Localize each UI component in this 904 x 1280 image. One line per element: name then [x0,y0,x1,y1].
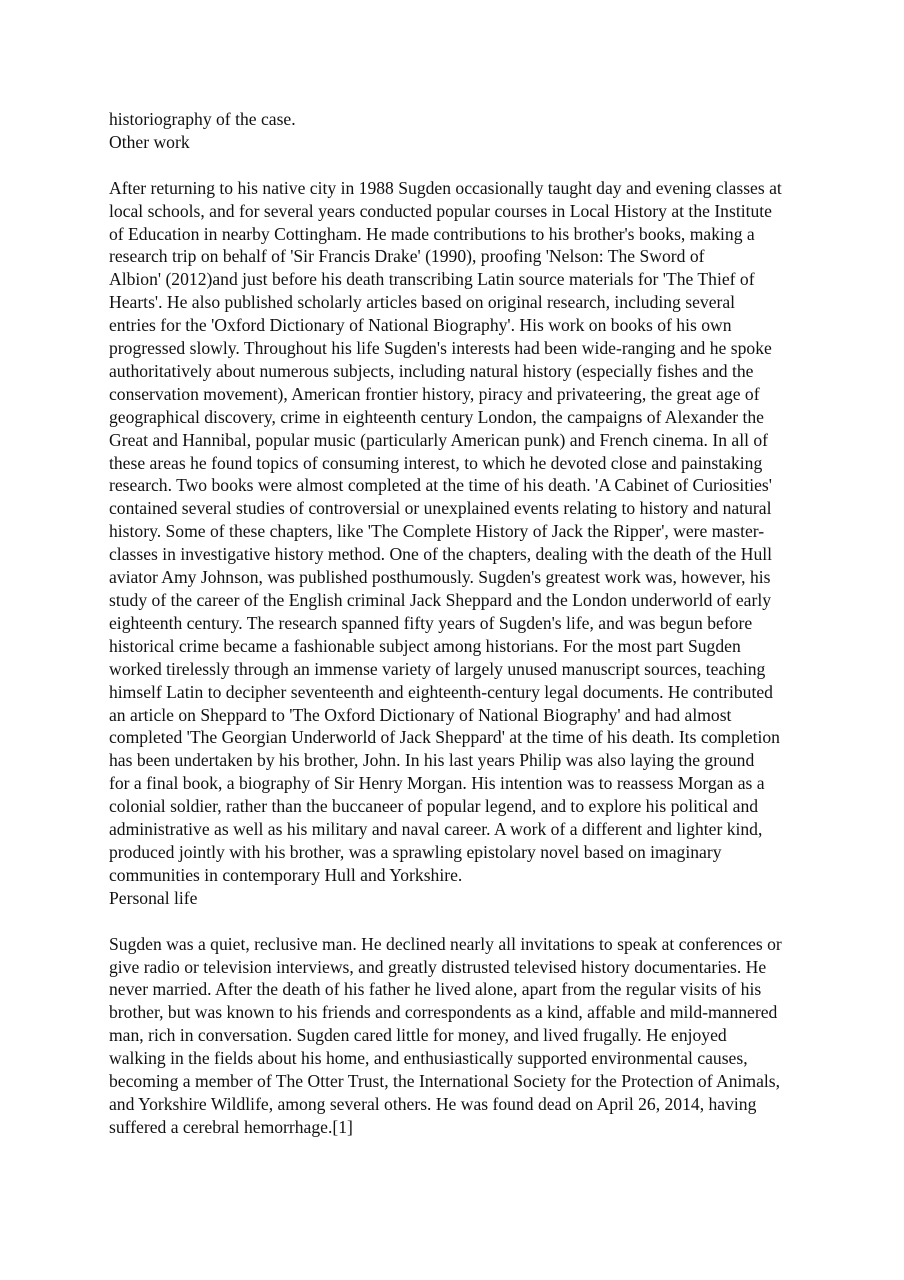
section-paragraph [109,177,801,887]
paragraph-line: has been undertaken by his brother, John. In his last years Philip was also laying the ground [109,750,755,771]
paragraph-line: these areas he found topics of consuming interest, to which he devoted close and painstaking [109,452,763,473]
paragraph-line: suffered a cerebral hemorrhage.[1] [109,1116,353,1137]
paragraph-line: brother, but was known to his friends and correspondents as a kind, affable and mild-mannered [109,1002,778,1023]
paragraph-line: geographical discovery, crime in eighteenth century London, the campaigns of Alexander the [109,406,764,427]
paragraph-line: historical crime became a fashionable subject among historians. For the most part Sugden [109,635,741,656]
paragraph-gap [109,154,801,177]
paragraph-line: contained several studies of controversial or unexplained events relating to history and natural [109,498,772,519]
paragraph-line: history. Some of these chapters, like 'The Complete History of Jack the Ripper', were master- [109,521,765,542]
paragraph-line: local schools, and for several years conducted popular courses in Local History at the Institute [109,200,772,221]
paragraph-line: never married. After the death of his father he lived alone, apart from the regular visits of his [109,979,762,1000]
paragraph-line: aviator Amy Johnson, was published posthumously. Sugden's greatest work was, however, his [109,567,771,588]
paragraph-line: conservation movement), American frontier history, piracy and privateering, the great age of [109,383,760,404]
paragraph-line: give radio or television interviews, and greatly distrusted televised history documentaries. He [109,956,767,977]
paragraph-line: for a final book, a biography of Sir Henry Morgan. His intention was to reassess Morgan as a [109,773,765,794]
paragraph-line: himself Latin to decipher seventeenth and eighteenth-century legal documents. He contributed [109,681,773,702]
paragraph-line: produced jointly with his brother, was a sprawling epistolary novel based on imaginary [109,841,722,862]
paragraph-line: worked tirelessly through an immense variety of largely unused manuscript sources, teaching [109,658,766,679]
paragraph-line: and Yorkshire Wildlife, among several others. He was found dead on April 26, 2014, having [109,1093,757,1114]
paragraph-line: becoming a member of The Otter Trust, the International Society for the Protection of Animals, [109,1071,781,1092]
paragraph-line: classes in investigative history method. One of the chapters, dealing with the death of the Hull [109,544,773,565]
document-body [109,108,801,1139]
section-other-work [109,131,801,887]
paragraph-line: an article on Sheppard to 'The Oxford Dictionary of National Biography' and had almost [109,704,732,725]
section-paragraph [109,933,801,1139]
paragraph-line: of Education in nearby Cottingham. He made contributions to his brother's books, making a [109,223,755,244]
paragraph-line: communities in contemporary Hull and Yorkshire. [109,864,463,885]
section-personal-life [109,887,801,1139]
paragraph-line: walking in the fields about his home, and enthusiastically supported environmental causes, [109,1048,748,1069]
paragraph-line: Albion' (2012)and just before his death transcribing Latin source materials for 'The Thief of [109,269,755,290]
paragraph-line: research. Two books were almost completed at the time of his death. 'A Cabinet of Curiosities' [109,475,772,496]
paragraph-line: administrative as well as his military and naval career. A work of a different and lighter kind, [109,819,763,840]
section-heading: Other work [109,131,190,152]
intro-fragment: historiography of the case. [109,109,296,129]
paragraph-line: Hearts'. He also published scholarly articles based on original research, including several [109,292,736,313]
section-heading: Personal life [109,887,198,908]
paragraph-line: research trip on behalf of 'Sir Francis Drake' (1990), proofing 'Nelson: The Sword of [109,246,705,267]
paragraph-line: man, rich in conversation. Sugden cared little for money, and lived frugally. He enjoyed [109,1025,727,1046]
paragraph-line: colonial soldier, rather than the buccaneer of popular legend, and to explore his political and [109,796,759,817]
paragraph-line: Sugden was a quiet, reclusive man. He declined nearly all invitations to speak at conferences or [109,933,782,954]
paragraph-line: completed 'The Georgian Underworld of Jack Sheppard' at the time of his death. Its completion [109,727,780,748]
paragraph-line: After returning to his native city in 1988 Sugden occasionally taught day and evening classes at [109,177,782,198]
paragraph-line: study of the career of the English criminal Jack Sheppard and the London underworld of early [109,590,771,611]
paragraph-line: entries for the 'Oxford Dictionary of National Biography'. His work on books of his own [109,315,732,336]
paragraph-line: progressed slowly. Throughout his life Sugden's interests had been wide-ranging and he spoke [109,338,772,359]
paragraph-line: Great and Hannibal, popular music (particularly American punk) and French cinema. In all of [109,429,769,450]
paragraph-gap [109,910,801,933]
paragraph-line: eighteenth century. The research spanned fifty years of Sugden's life, and was begun before [109,612,753,633]
paragraph-line: authoritatively about numerous subjects, including natural history (especially fishes and the [109,360,754,381]
